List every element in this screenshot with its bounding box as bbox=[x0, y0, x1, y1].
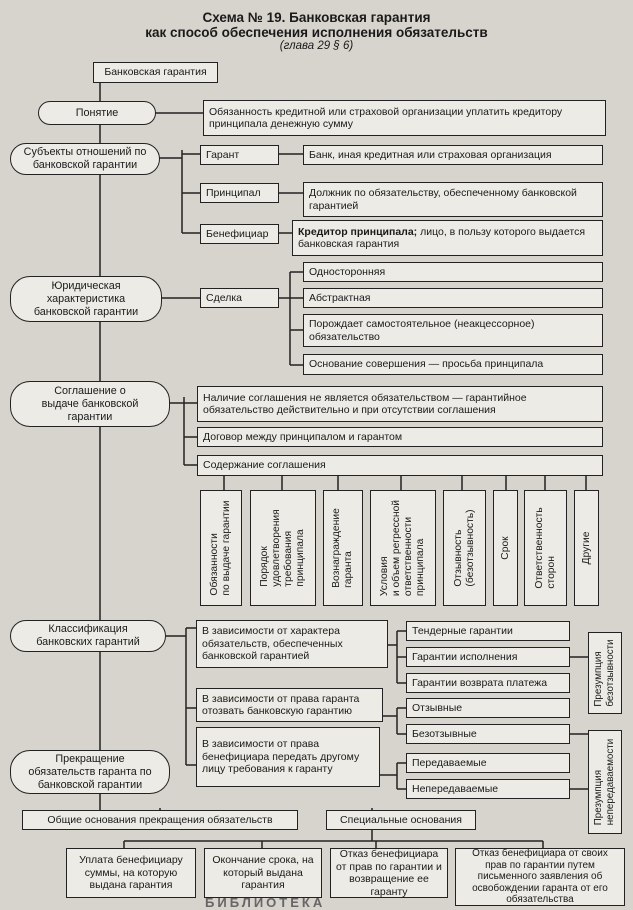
subject-beneficiary-desc-bold: Кредитор принципала; bbox=[298, 225, 418, 238]
content-item-liability-line2: сторон bbox=[545, 556, 557, 589]
content-item-liability-line1: Ответственность bbox=[533, 507, 545, 589]
content-item-duties-line1: Обязанности bbox=[209, 533, 220, 596]
content-item-other bbox=[574, 490, 599, 606]
termination-general: Общие основания прекращения обязательств bbox=[22, 810, 298, 830]
subject-principal-desc: Должник по обязательству, обеспеченному банковской гарантией bbox=[303, 182, 603, 217]
subject-beneficiary-desc-rest: лицо, в пользу которого выдается банковская гарантия bbox=[298, 225, 586, 250]
type-irrevocable: Безотзывные bbox=[406, 724, 570, 744]
termination-payment: Уплата бенефициару суммы, на которую выдана гарантия bbox=[66, 848, 196, 898]
type-repayment: Гарантии возврата платежа bbox=[406, 673, 570, 693]
content-item-procedure-line1: Порядок bbox=[259, 546, 270, 587]
content-item-revocability-line1: Отзывность bbox=[452, 529, 464, 587]
content-item-reward-line1: Вознаграждение bbox=[331, 508, 342, 588]
type-performance: Гарантии исполнения bbox=[406, 647, 570, 667]
diagram-title-line2: как способ обеспечения исполнения обязательств bbox=[145, 25, 488, 40]
concept-definition: Обязанность кредитной или страховой организации уплатить кредитору принципала денежную сумму bbox=[203, 100, 606, 136]
content-item-term bbox=[493, 490, 518, 606]
legal-oval: Юридическая характеристика банковской гарантии bbox=[10, 276, 162, 322]
subject-beneficiary-desc bbox=[292, 220, 603, 256]
agreement-oval: Соглашение о выдаче банковской гарантии bbox=[10, 381, 170, 427]
content-item-revocability bbox=[443, 490, 486, 606]
termination-waiver-return: Отказ бенефициара от прав по гарантии и возвращение ее гаранту bbox=[330, 848, 448, 898]
presumption-non-transferability bbox=[588, 730, 622, 834]
concept-oval: Понятие bbox=[38, 101, 156, 125]
content-item-regress-line3: ответственности bbox=[403, 516, 414, 597]
type-transferable: Передаваемые bbox=[406, 753, 570, 773]
subjects-oval: Субъекты отношений по банковской гарантии bbox=[10, 143, 160, 175]
content-item-procedure bbox=[250, 490, 316, 606]
criterion-revocation-right: В зависимости от права гаранта отозвать банковскую гарантию bbox=[196, 688, 383, 722]
content-item-procedure-line3: требования bbox=[283, 530, 294, 587]
content-item-liability bbox=[524, 490, 567, 606]
feature-basis: Основание совершения — просьба принципала bbox=[303, 354, 603, 375]
content-item-duties-line2: по выдаче гарантии bbox=[221, 500, 232, 596]
criterion-transfer-right: В зависимости от права бенефициара передать другому лицу требования к гаранту bbox=[196, 727, 380, 787]
subject-guarantor: Гарант bbox=[200, 145, 279, 165]
presumption-irrevocability-line1: Презумпция bbox=[593, 651, 604, 707]
termination-written-waiver: Отказ бенефициара от своих прав по гарантии путем письменного заявления об освобождении гаранта от его обязательства bbox=[455, 848, 625, 906]
subject-beneficiary: Бенефициар bbox=[200, 224, 279, 244]
content-item-regress bbox=[370, 490, 436, 606]
type-non-transferable: Непередаваемые bbox=[406, 779, 570, 799]
content-item-reward-line2: гаранта bbox=[343, 551, 354, 588]
content-item-other-line1: Другие bbox=[580, 531, 592, 565]
content-item-term-line1: Срок bbox=[499, 536, 511, 560]
subject-guarantor-desc: Банк, иная кредитная или страховая организация bbox=[303, 145, 603, 165]
feature-unilateral: Односторонняя bbox=[303, 262, 603, 282]
content-item-procedure-line2: удовлетворения bbox=[271, 509, 282, 587]
content-item-procedure-line4: принципала bbox=[295, 529, 306, 587]
content-item-reward bbox=[323, 490, 363, 606]
deal-box: Сделка bbox=[200, 288, 279, 308]
root-box: Банковская гарантия bbox=[93, 62, 218, 83]
feature-independent: Порождает самостоятельное (неакцессорное) обязательство bbox=[303, 314, 603, 347]
presumption-non-transferability-line1: Презумпция bbox=[593, 769, 604, 826]
content-item-duties bbox=[200, 490, 242, 606]
content-item-regress-line2: и объем регрессной bbox=[391, 499, 402, 597]
type-revocable: Отзывные bbox=[406, 698, 570, 718]
diagram-subtitle: (глава 29 § 6) bbox=[279, 40, 354, 52]
feature-abstract: Абстрактная bbox=[303, 288, 603, 308]
subject-principal: Принципал bbox=[200, 183, 279, 203]
type-tender: Тендерные гарантии bbox=[406, 621, 570, 641]
criterion-obligation-nature: В зависимости от характера обязательств, обеспеченных банковской гарантией bbox=[196, 620, 388, 668]
diagram-title: Схема № 19. Банковская гарантия bbox=[202, 10, 431, 25]
content-item-regress-line1: Условия bbox=[379, 556, 390, 597]
termination-expiry: Окончание срока, на который выдана гарантия bbox=[204, 848, 322, 898]
presumption-irrevocability-line2: безотзывности bbox=[605, 639, 616, 707]
termination-oval: Прекращение обязательств гаранта по банковской гарантии bbox=[10, 750, 170, 794]
agreement-contract: Договор между принципалом и гарантом bbox=[197, 427, 603, 447]
agreement-note: Наличие соглашения не является обязательством — гарантийное обязательство действительно и при отсутствии соглашения bbox=[197, 386, 603, 422]
termination-special: Специальные основания bbox=[326, 810, 476, 830]
content-item-revocability-line2: (безотзывность) bbox=[464, 509, 476, 587]
content-item-regress-line4: принципала bbox=[415, 538, 426, 597]
presumption-irrevocability bbox=[588, 632, 622, 714]
agreement-content: Содержание соглашения bbox=[197, 455, 603, 476]
library-stamp: БИБЛИОТЕКА bbox=[205, 895, 326, 910]
classification-oval: Классификация банковских гарантий bbox=[10, 620, 166, 652]
presumption-non-transferability-line2: непередаваемости bbox=[605, 738, 616, 826]
